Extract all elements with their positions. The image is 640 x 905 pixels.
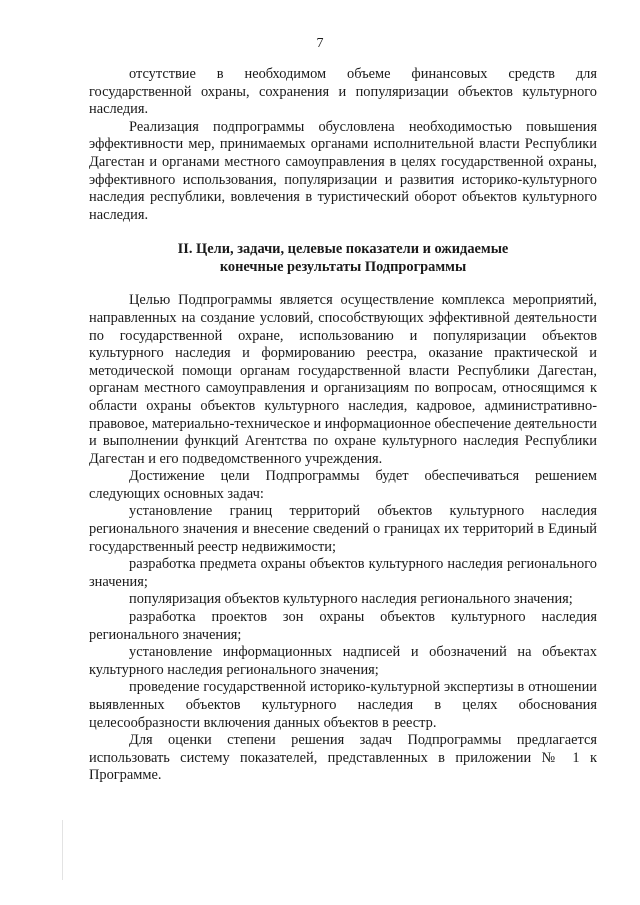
- paragraph-subprogram-rationale: Реализация подпрограммы обусловлена необходимостью повышения эффективности мер, принимаемых органами исполнительной власти Республики Дагестан и органами местного самоуправления в целях государственной охраны, эффективного использования, популяризации и развития историко-культурного наследия республики, вовлечения в туристический оборот объектов культурного наследия.: [89, 118, 597, 223]
- section-heading: [89, 240, 597, 276]
- section-heading-line-2: конечные результаты Подпрограммы: [219, 259, 467, 276]
- paragraph-funding-lack: отсутствие в необходимом объеме финансовых средств для государственной охраны, сохранения и популяризации объектов культурного наследия.: [89, 66, 597, 118]
- paragraph-indicators: Для оценки степени решения задач Подпрограммы предлагается использовать систему показателей, представленных в приложении № 1 к Программе.: [89, 732, 597, 784]
- scan-edge-mark: [62, 820, 63, 880]
- task-item-expertise: проведение государственной историко-культурной экспертизы в отношении выявленных объектов культурного наследия в целях обоснования целесообразности включения данных объектов в реестр.: [89, 679, 597, 731]
- paragraph-tasks-intro: Достижение цели Подпрограммы будет обеспечиваться решением следующих основных задач:: [89, 468, 597, 502]
- task-item-protection-zones: разработка проектов зон охраны объектов культурного наследия регионального значения;: [89, 609, 597, 643]
- task-item-boundaries: установление границ территорий объектов культурного наследия регионального значения и внесение сведений о границах их территорий в Единый государственный реестр недвижимости;: [89, 503, 597, 555]
- section-heading-line-1: II. Цели, задачи, целевые показатели и ожидаемые: [177, 241, 509, 258]
- task-item-inscriptions: установление информационных надписей и обозначений на объектах культурного наследия регионального значения;: [89, 644, 597, 678]
- page-number: 7: [316, 36, 324, 51]
- document-body: [89, 66, 597, 785]
- task-item-popularization: популяризация объектов культурного наследия регионального значения;: [129, 591, 573, 608]
- task-item-protection-subject: разработка предмета охраны объектов культурного наследия регионального значения;: [89, 556, 597, 590]
- paragraph-goal: Целью Подпрограммы является осуществление комплекса мероприятий, направленных на создание условий, способствующих эффективной деятельности по государственной охране, использованию и популяризации объектов культурного наследия и формированию реестра, оказание практической и методической помощи органам государственной власти Республики Дагестан, органам местного самоуправления и организациям по вопросам, относящимся к области охраны объектов культурного наследия, кадровое, административно-правовое, материально-техническое и информационное обеспечение деятельности и выполнении функций Агентства по охране культурного наследия Республики Дагестан и его подведомственного учреждения.: [89, 292, 597, 467]
